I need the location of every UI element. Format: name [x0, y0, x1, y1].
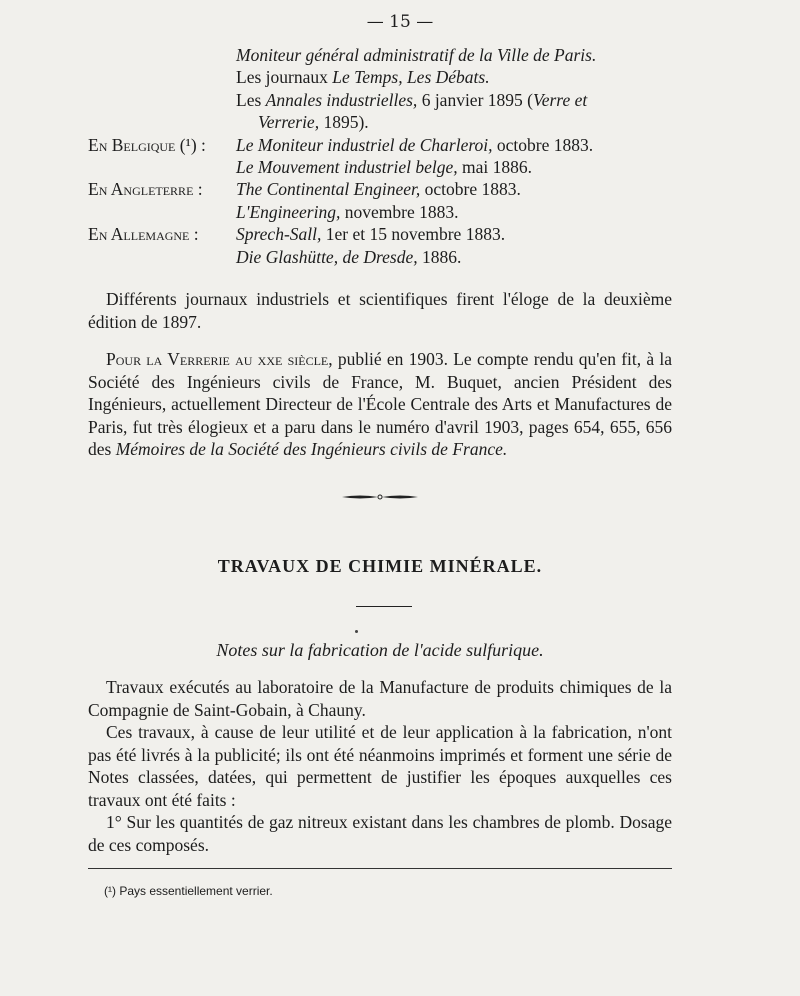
body-paragraph: 1° Sur les quantités de gaz nitreux existant dans les chambres de plomb. Dosage de ces composés. — [88, 812, 672, 855]
book-title: Pour la Verrerie au xxe siècle, — [106, 349, 333, 369]
journal-title: Mémoires de la Société des Ingénieurs civils de France. — [115, 439, 508, 459]
title-rule — [356, 606, 412, 607]
paragraph-verrerie: Pour la Verrerie au xxe siècle, publié en 1903. Le compte rendu qu'en fit, à la Société des Ingénieurs civils de France, M. Buquet, ancien Président des Ingénieurs, actuellement Directeur de l'École Centrale des Arts et Manufactures de Paris, fut très élogieux et a paru dans le numéro d'avril 1903, pages 654, 655, 656 des Mémoires de la Société des Ingénieurs civils de France. — [88, 349, 672, 459]
body-paragraph: Travaux exécutés au laboratoire de la Manufacture de produits chimiques de la Compagnie de Saint-Gobain, à Chauny. — [88, 677, 672, 720]
country-label: En Belgique (¹) : — [88, 134, 206, 155]
ref-row: Les Annales industrielles, 6 janvier 1895 (Verre et — [236, 89, 588, 110]
ref-row — [88, 44, 678, 66]
ref-row: Le Mouvement industriel belge, mai 1886. — [236, 157, 532, 178]
ref-row-belgique: En Belgique (¹) : Le Moniteur industriel de Charleroi, octobre 1883. — [88, 134, 594, 155]
body-text — [88, 676, 672, 856]
ref-title: Moniteur général administratif de la Ville de Paris. — [236, 45, 597, 65]
page-number: — 15 — — [366, 12, 434, 32]
paragraph-editions: Différents journaux industriels et scientifiques firent l'éloge de la deuxième édition de 1897. — [88, 289, 672, 332]
ref-row-allemagne: En Allemagne : Sprech-Sall, 1er et 15 novembre 1883. — [88, 224, 506, 245]
ref-row: Die Glashütte, de Dresde, 1886. — [236, 246, 462, 267]
ref-title: Le Temps, Les Débats. — [332, 67, 490, 88]
ref-row: Les journaux Le Temps, Les Débats. — [236, 67, 490, 88]
reference-list — [88, 44, 678, 268]
country-label: En Allemagne : — [88, 224, 199, 245]
section-title: TRAVAUX DE CHIMIE MINÉRALE. — [217, 556, 543, 576]
body-paragraph: Ces travaux, à cause de leur utilité et de leur application à la fabrication, n'ont pas été livrés à la publicité; ils ont été néanmoins imprimés et forment une série de Notes classées, datées, qui permettent de justifier les époques auxquelles ces travaux ont été faits : — [88, 722, 672, 810]
subtitle: Notes sur la fabrication de l'acide sulfurique. — [216, 640, 544, 660]
ref-row-angleterre: En Angleterre : The Continental Engineer, octobre 1883. — [88, 179, 521, 200]
ref-row: L'Engineering, novembre 1883. — [236, 201, 459, 222]
ref-title: Annales industrielles, — [265, 89, 418, 110]
footnote: (¹) Pays essentiellement verrier. — [104, 884, 273, 898]
country-label: En Angleterre : — [88, 179, 203, 200]
ornament-divider — [340, 492, 420, 502]
footnote-rule — [88, 868, 672, 869]
ref-row: Verrerie, 1895). — [258, 112, 369, 133]
decorative-dot — [355, 630, 358, 633]
